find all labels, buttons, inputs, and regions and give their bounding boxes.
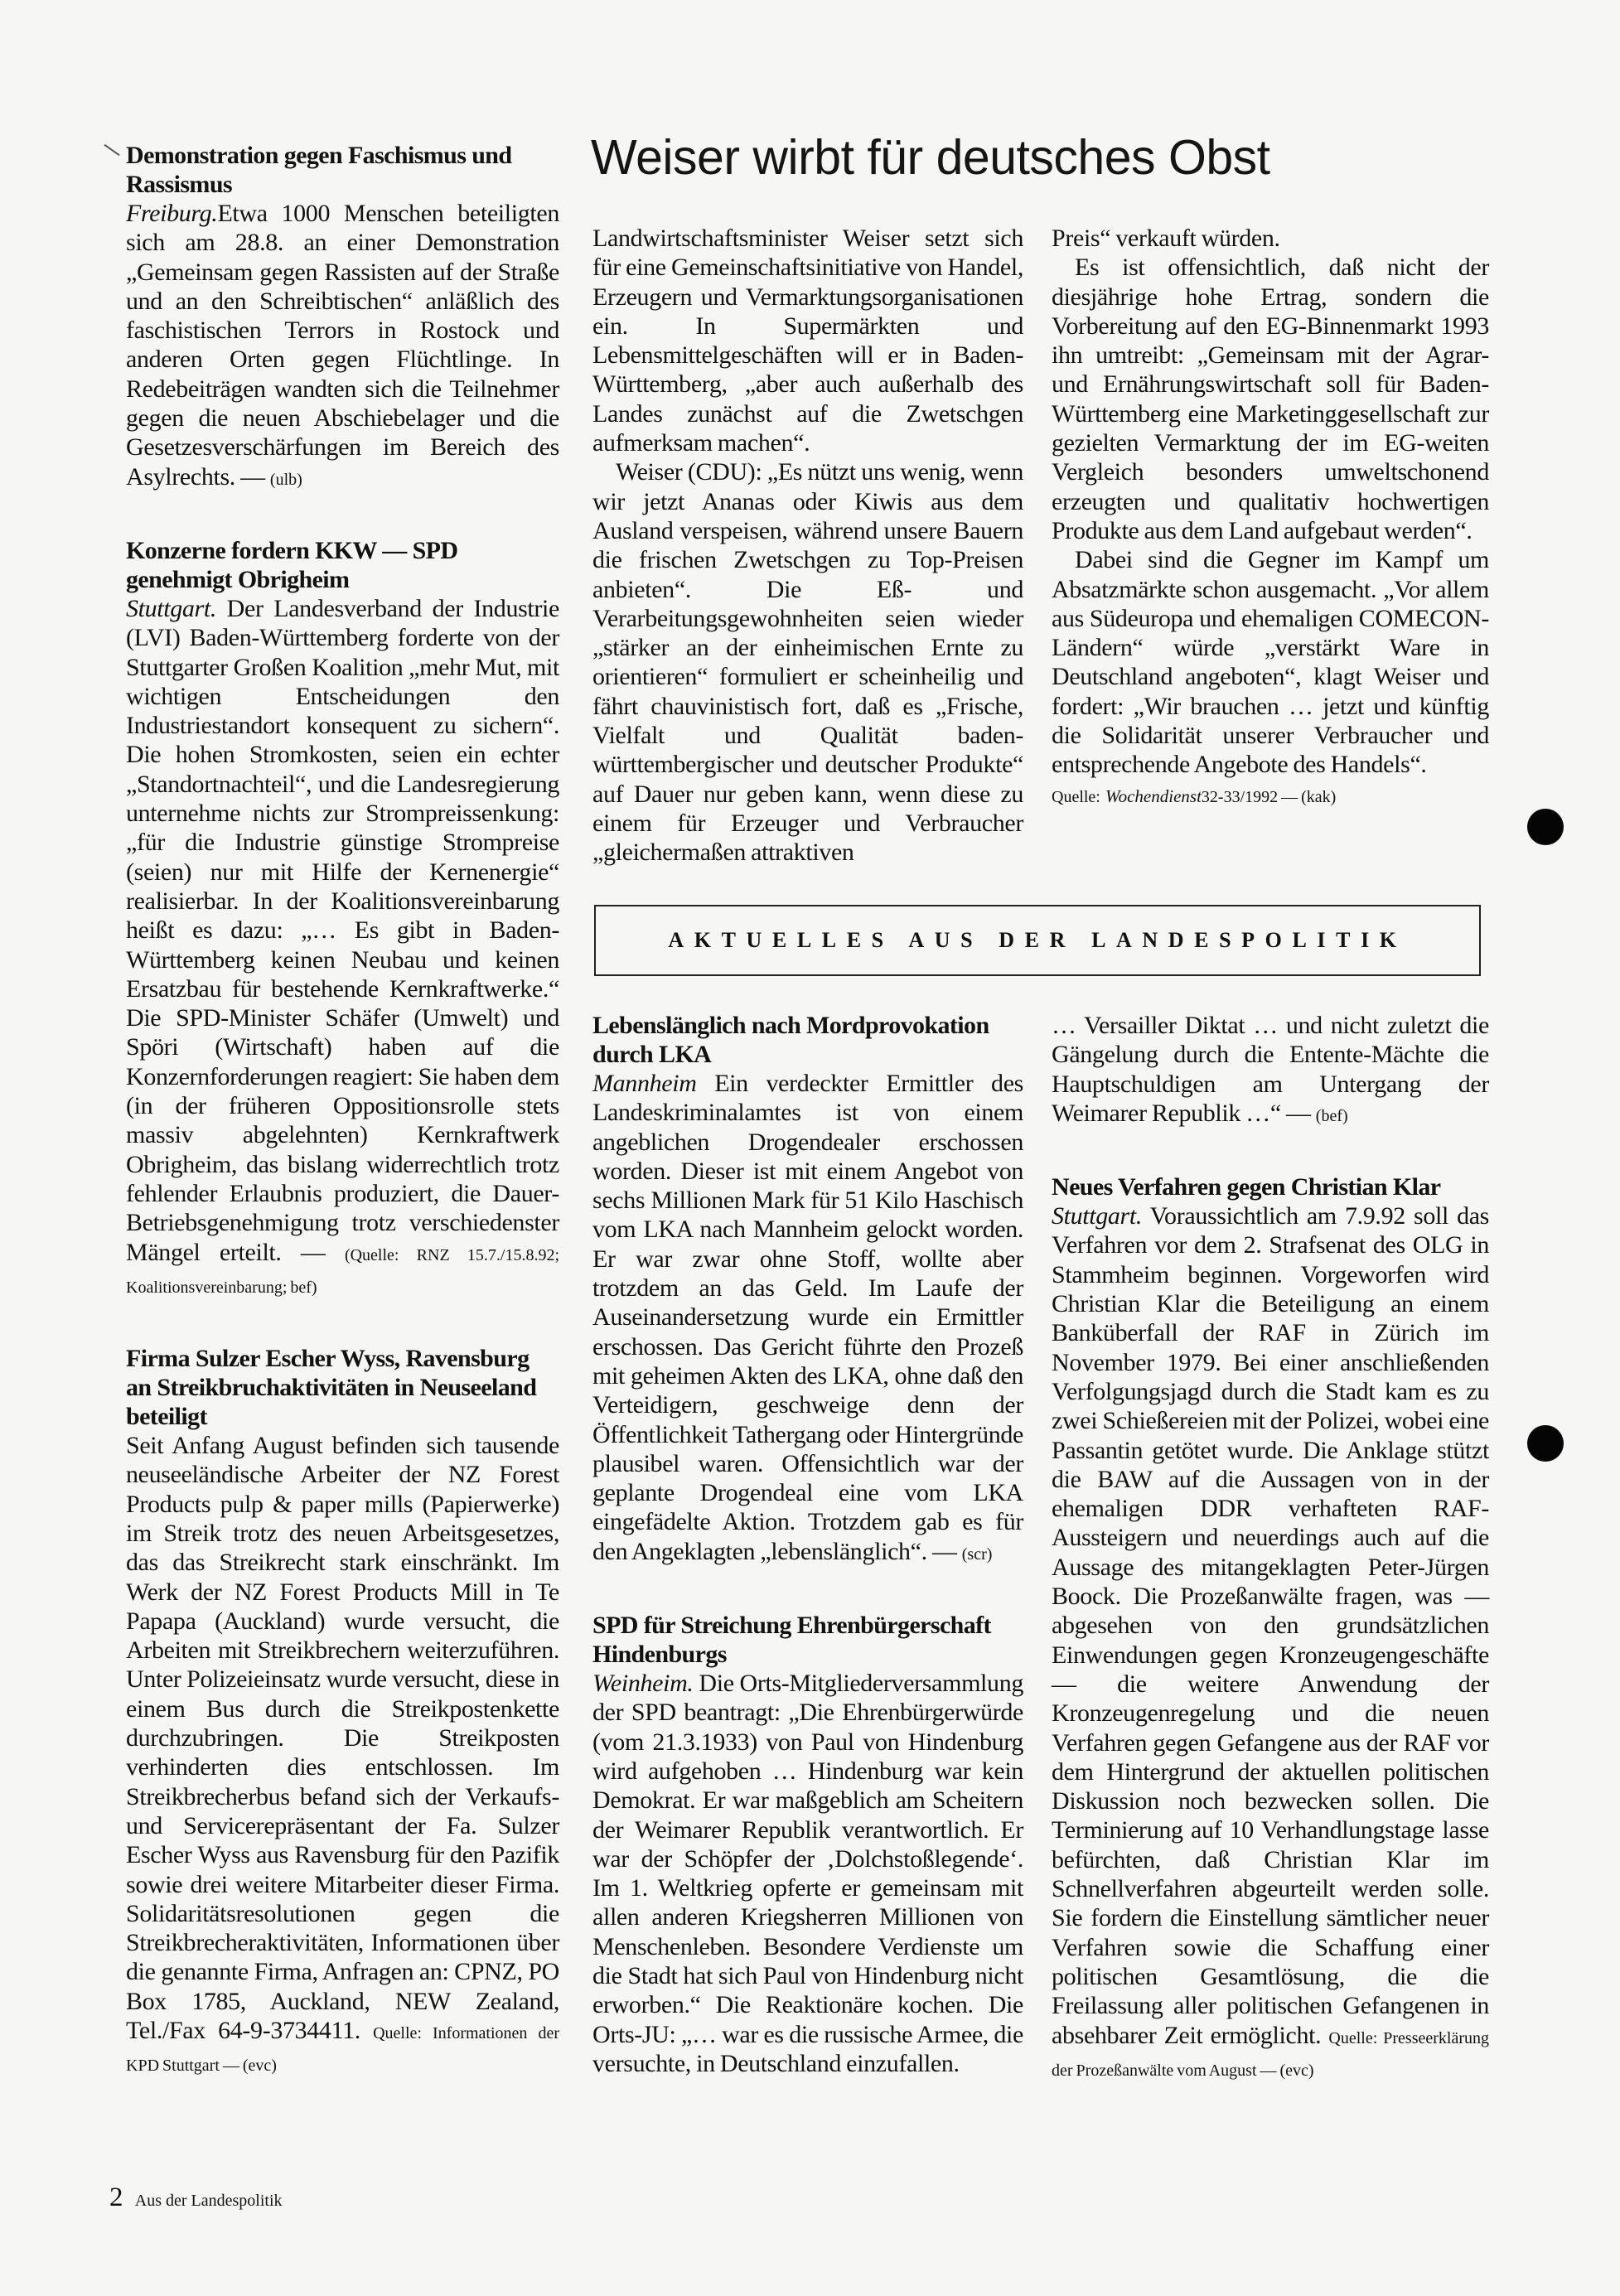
credit-rest: 32-33/1992 — (kak)	[1201, 787, 1337, 806]
article-body	[1052, 1201, 1489, 2086]
article-text: Ein verdeckter Ermittler des Landeskriminalamtes ist von einem angeblichen Drogendealer erschossen worden. Dieser ist mit einem Angebot von sechs Millionen Mark für 51 Kilo Haschisch vom LKA nach Mannheim gelockt worden. Er war zwar ohne Stoff, wollte aber trotzdem an das Geld. Im Laufe der Auseinandersetzung wurde ein Ermittler erschossen. Das Gericht führte den Prozeß mit geheimen Akten des LKA, ohne daß den Verteidigern, geschweige denn der Öffentlichkeit Tathergang oder Hintergründe plausibel waren. Offensichtlich war der geplante Drogendeal eine vom LKA eingefädelte Aktion. Trotzdem gab es für den Angeklagten „lebenslänglich“. —	[592, 1070, 1023, 1565]
obst-article-column-1	[592, 224, 1023, 868]
credit-prefix: Quelle:	[1052, 787, 1100, 806]
article-location: Freiburg.	[126, 200, 218, 227]
lower-middle-column	[592, 1011, 1023, 2120]
article-text: Der Landesverband der Industrie (LVI) Baden-Württemberg forderte von der Stuttgarter Großen Koalition „mehr Mut, mit wichtigen Entscheidungen den Industriestandort konsequent zu sichern“. Die hohen Stromkosten, seien ein echter „Standortnachteil“, und die Landesregierung unternehme nichts zur Strompreissenkung: „für die Industrie günstige Strompreise (seien) nur mit Hilfe der Kernenergie“ realisierbar. In der Koalitionsvereinbarung heißt es dazu: „… Es gibt in Baden-Württemberg keinen Neubau und keinen Ersatzbau für bestehende Kernkraftwerke.“ Die SPD-Minister Schäfer (Umwelt) und Spöri (Wirtschaft) haben auf die Konzernforderungen reagiert: Sie haben dem (in der früheren Oppositionsrolle stets massiv abgelehnten) Kernkraftwerk Obrigheim, das bislang widerrechtlich trotz fehlender Erlaubnis produziert, die Dauer-Betriebsgenehmigung trotz verschiedenster Mängel erteilt. —	[126, 594, 559, 1266]
article-title: Konzerne fordern KKW — SPD genehmigt Obrigheim	[126, 536, 458, 593]
article-text: Voraussichtlich am 7.9.92 soll das Verfahren vor dem 2. Strafsenat des OLG in Stammheim beginnen. Vorgeworfen wird Christian Klar die Beteiligung an einem Banküberfall der RAF in Zürich im November 1979. Bei einer anschließenden Verfolgungsjagd durch die Stadt kam es zu zwei Schießereien mit der Polizei, wobei eine Passantin getötet wurde. Die Anklage stützt die BAW auf die Aussagen von in der ehemaligen DDR verhafteten RAF-Aussteigern und neuerdings auch auf die Aussage des mitangeklagten Peter-Jürgen Boock. Die Prozeßanwälte fragen, was — abgesehen von den grundsätzlichen Einwendungen gegen Kronzeugengeschäfte — die weitere Anwendung der Kronzeugenregelung und die neuen Verfahren gegen Gefangene aus der RAF vor dem Hintergrund der aktuellen politischen Diskussion noch bezwecken sollen. Die Terminierung auf 10 Verhandlungstage lasse befürchten, daß Christian Klar im Schnellverfahren abgeurteilt werden solle. Sie fordern die Einstellung sämtlicher neuer Verfahren sowie die Schaffung einer politischen Gesamtlösung, die die Freilassung aller politischen Gefangenen in absehbarer Zeit ermöglicht.	[1052, 1202, 1490, 2049]
article-title: Neues Verfahren gegen Christian Klar	[1052, 1173, 1441, 1201]
punch-hole-icon	[1527, 1425, 1564, 1462]
article-title: Firma Sulzer Escher Wyss, Ravensburg an Streikbruchaktivitäten in Neuseeland beteiligt	[126, 1345, 537, 1431]
page-headline: Weiser wirbt für deutsches Obst	[591, 130, 1270, 185]
article-body	[592, 1669, 1023, 2078]
article-title: Lebenslänglich nach Mordprovokation durch LKA	[592, 1012, 989, 1068]
article-body	[592, 1069, 1023, 1569]
credit-source: Wochendienst	[1105, 785, 1202, 806]
article-credit: (scr)	[961, 1544, 993, 1564]
article-klar	[1052, 1172, 1489, 2086]
article-paragraph: Landwirtschaftsminister Weiser setzt sich für eine Gemeinschaftsinitiative von Handel, Erzeugern und Vermarktungsorganisationen ein. In Supermärkten und Lebensmittelgeschäften will er in Baden-Württemberg, „aber auch außerhalb des Landes zunächst auf die Zwetschgen aufmerksam machen“.	[592, 225, 1023, 457]
punch-hole-icon	[1527, 809, 1564, 845]
page-footer	[109, 2182, 283, 2213]
article-hindenburg-continued	[1052, 1011, 1489, 1131]
article-paragraph: Preis“ verkauft würden.	[1052, 225, 1280, 252]
article-credit: (ulb)	[269, 470, 302, 489]
article-location: Weinheim.	[592, 1670, 694, 1698]
article-credit: (bef)	[1315, 1106, 1348, 1125]
article-body	[126, 1431, 559, 2081]
article-text: … Versailler Diktat … und nicht zuletzt die Gängelung durch die Entente-Mächte die Hauptschuldigen am Untergang der Weimarer Republik …“ —	[1052, 1012, 1489, 1127]
article-hindenburg	[592, 1611, 1023, 2078]
article-location: Mannheim	[592, 1070, 697, 1097]
lower-right-column	[1052, 1011, 1489, 2127]
article-location: Stuttgart.	[1052, 1202, 1143, 1230]
article-title: Demonstration gegen Faschismus und Rassismus	[126, 142, 512, 198]
page-number: 2	[109, 2182, 123, 2212]
article-lka	[592, 1011, 1023, 1569]
section-banner: AKTUELLES AUS DER LANDESPOLITIK	[594, 905, 1481, 976]
article-paragraph: Weiser (CDU): „Es nützt uns wenig, wenn wir jetzt Ananas oder Kiwis aus dem Ausland verspeisen, während unsere Bauern die frischen Zwetschgen zu Top-Preisen anbieten“. Die Eß- und Verarbeitungsgewohnheiten seien wieder „stärker an der einheimischen Ernte zu orientieren“ formuliert er scheinheilig und fährt chauvinistisch fort, daß es „Frische, Vielfalt und Qualität baden-württembergischer und deutscher Produkte“ auf Dauer nur geben kann, wenn diese zu einem für Erzeuger und Verbraucher „gleichermaßen attraktiven	[592, 458, 1023, 867]
article-paragraph: Es ist offensichtlich, daß nicht der diesjährige hohe Ertrag, sondern die Vorbereitung auf den EG-Binnenmarkt 1993 ihn umtreibt: „Gemeinsam mit der Agrar- und Ernährungswirtschaft soll für Baden-Württemberg eine Marketinggesellschaft zur gezielten Vermarktung der im EG-weiten Vergleich besonders umweltschonend erzeugten und qualitativ hochwertigen Produkte aus dem Land aufgebaut werden“.	[1052, 254, 1489, 544]
obst-article-column-2	[1052, 224, 1489, 812]
left-column	[126, 141, 559, 2123]
article-paragraph: Dabei sind die Gegner im Kampf um Absatzmärkte schon ausgemacht. „Vor allem aus Südeuropa und ehemaligen COMECON-Ländern“ würde „verstärkt Ware in Deutschland angeboten“, klagt Weiser und fordert: „Wir brauchen … jetzt und künftig die Solidarität unserer Verbraucher und entsprechende Angebote des Handels“.	[1052, 546, 1489, 779]
article-body	[126, 594, 559, 1303]
article-sulzer	[126, 1344, 559, 2081]
article-location: Stuttgart.	[126, 594, 217, 622]
article-title: SPD für Streichung Ehrenbürgerschaft Hindenburgs	[592, 1612, 991, 1669]
article-credit: Quelle: Informationen der KPD Stuttgart — (evc)	[126, 2024, 559, 2076]
article-body	[1052, 1011, 1489, 1131]
article-credit-line	[1052, 780, 1489, 812]
article-kkw	[126, 536, 559, 1303]
article-text: Die Orts-Mitgliederversammlung der SPD beantragt: „Die Ehrenbürgerwürde (vom 21.3.1933) von Paul von Hindenburg wird aufgehoben … Hindenburg war kein Demokrat. Er war maßgeblich am Scheitern der Weimarer Republik verantwortlich. Er war der Schöpfer der ‚Dolchstoßlegende‘. Im 1. Weltkrieg opferte er gemeinsam mit allen anderen Kriegsherren Millionen von Menschenleben. Besondere Verdienste um die Stadt hat sich Paul von Hindenburg nicht erworben.“ Die Reaktionäre kochen. Die Orts-JU: „… war es die russische Armee, die versuchte, in Deutschland einzufallen.	[592, 1670, 1023, 2077]
article-text: Seit Anfang August befinden sich tausende neuseeländische Arbeiter der NZ Forest Products pulp & paper mills (Papierwerke) im Streik trotz des neuen Arbeitsgesetzes, das das Streikrecht stark einschränkt. Im Werk der NZ Forest Products Mill in Te Papapa (Auckland) wurde versucht, die Arbeiten mit Streikbrechern weiterzuführen. Unter Polizeieinsatz wurde versucht, diese in einem Bus durch die Streikpostenkette durchzubringen. Die Streikposten verhinderten dies entschlossen. Im Streikbrecherbus befand sich der Verkaufs- und Servicerepräsentant der Fa. Sulzer Escher Wyss aus Ravensburg für den Pazifik sowie drei weitere Mitarbeiter dieser Firma. Solidaritätsresolutionen gegen die Streikbrecheraktivitäten, Informationen über die genannte Firma, Anfragen an: CPNZ, PO Box 1785, Auckland, NEW Zealand, Tel./Fax 64-9-3734411.	[126, 1432, 559, 2045]
footer-section: Aus der Landespolitik	[134, 2192, 283, 2210]
article-demonstration	[126, 141, 559, 495]
article-body	[126, 199, 559, 495]
margin-mark	[104, 144, 119, 156]
article-credit: Quelle: Presseerklärung der Prozeßanwälte vom August — (evc)	[1052, 2028, 1489, 2080]
article-credit: (Quelle: RNZ 15.7./15.8.92; Koalitionsvereinbarung; bef)	[126, 1245, 559, 1297]
article-text: Etwa 1000 Menschen beteiligten sich am 28.8. an einer Demonstration „Gemeinsam gegen Rassisten auf der Straße und an den Schreibtischen“ anläßlich des faschistischen Terrors in Rostock und anderen Orten gegen Flüchtlinge. In Redebeiträgen wandten sich die Teilnehmer gegen die neuen Abschiebelager und die Gesetzesverschärfungen im Bereich des Asylrechts. —	[126, 200, 559, 491]
